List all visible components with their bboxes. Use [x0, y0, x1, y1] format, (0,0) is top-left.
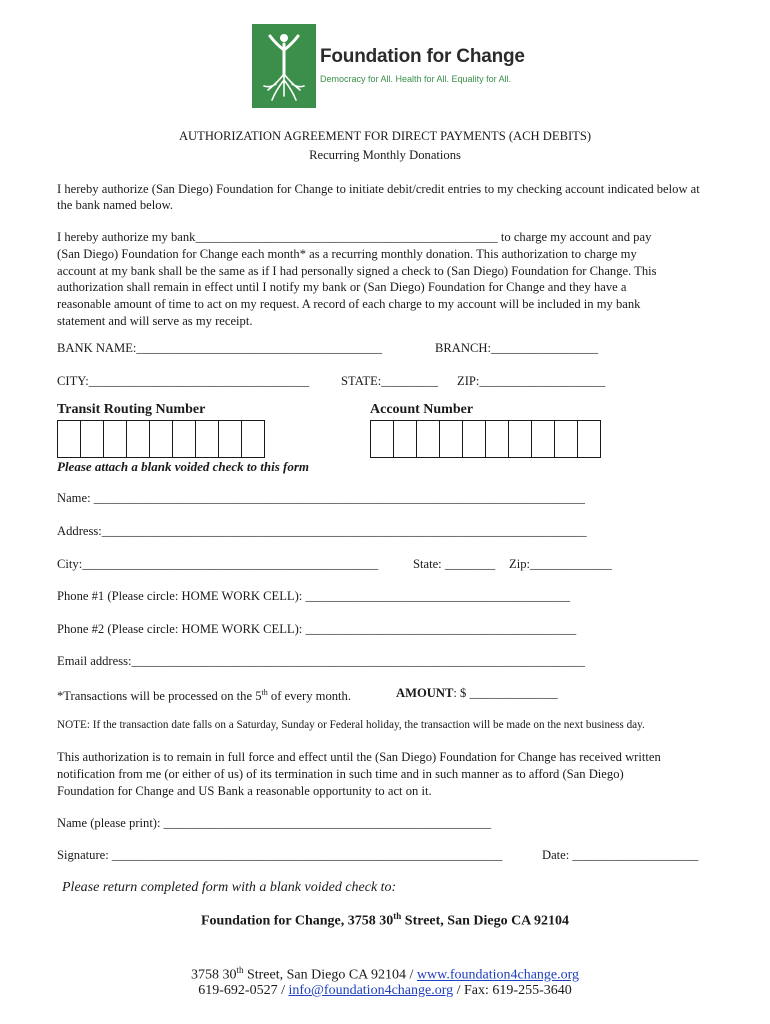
- website-link[interactable]: www.foundation4change.org: [416, 967, 580, 983]
- routing-number-label: Transit Routing Number: [57, 402, 206, 417]
- bank-name-field[interactable]: BANK NAME:_______________________________________: [57, 341, 382, 355]
- authorization-line: statement and will serve as my receipt.: [57, 313, 253, 328]
- routing-digit-box[interactable]: [57, 420, 81, 458]
- intro-paragraph: I hereby authorize (San Diego) Foundation for Change to initiate debit/credit entries to my checking account indicated below at the bank named below.: [57, 182, 700, 213]
- donor-address-field[interactable]: Address:_____________________________________________________________________________: [57, 524, 587, 538]
- transactions-sup: th: [261, 688, 268, 697]
- donor-city-field[interactable]: City:_______________________________________________: [57, 557, 379, 571]
- footer-address-sup: th: [236, 965, 244, 975]
- email-link[interactable]: info@foundation4change.org: [288, 983, 454, 998]
- routing-digit-box[interactable]: [149, 420, 173, 458]
- account-digit-box[interactable]: [462, 420, 486, 458]
- full-force-paragraph: [57, 749, 661, 799]
- authorization-line: authorization shall remain in effect until I notify my bank or (San Diego) Foundation for Change and they have a: [57, 280, 627, 295]
- authorization-line: reasonable amount of time to act on my request. A record of each charge to my account will be included in my bank: [57, 297, 641, 312]
- routing-digit-box[interactable]: [126, 420, 150, 458]
- routing-digit-box[interactable]: [80, 420, 104, 458]
- return-instruction: Please return completed form with a blank voided check to:: [62, 880, 397, 895]
- logo-tagline: Democracy for All. Health for All. Equality for All.: [320, 74, 512, 84]
- donor-name-field[interactable]: Name: ______________________________________________________________________________: [57, 491, 585, 505]
- account-digit-box[interactable]: [485, 420, 509, 458]
- full-force-line: This authorization is to remain in full force and effect until the (San Diego) Foundation for Change has received written: [57, 750, 661, 764]
- print-name-field[interactable]: Name (please print): ____________________________________________________: [57, 816, 492, 830]
- donor-zip-field[interactable]: Zip:_____________: [509, 557, 612, 571]
- full-force-line: Foundation for Change and US Bank a reasonable opportunity to act on it.: [57, 783, 432, 798]
- bank-zip-field[interactable]: ZIP:____________________: [457, 374, 606, 388]
- account-digit-box[interactable]: [393, 420, 417, 458]
- account-digit-box[interactable]: [554, 420, 578, 458]
- account-digit-box[interactable]: [416, 420, 440, 458]
- account-digit-box[interactable]: [370, 420, 394, 458]
- routing-digit-box[interactable]: [218, 420, 242, 458]
- account-digit-box[interactable]: [531, 420, 555, 458]
- transactions-text: [57, 685, 351, 705]
- return-address-sup: th: [393, 911, 402, 921]
- return-address-before: Foundation for Change, 3758 30: [200, 913, 394, 929]
- footer-address-after: Street, San Diego CA 92104 /: [243, 967, 417, 983]
- email-field[interactable]: Email address:________________________________________________________________________: [57, 654, 585, 668]
- bank-state-field[interactable]: STATE:_________: [341, 374, 438, 388]
- routing-digit-box[interactable]: [195, 420, 219, 458]
- footer-phone: 619-692-0527 /: [198, 983, 289, 998]
- footer-line-2: [0, 983, 770, 999]
- return-address-after: Street, San Diego CA 92104: [401, 913, 570, 929]
- account-digit-box[interactable]: [577, 420, 601, 458]
- footer-fax: / Fax: 619-255-3640: [453, 983, 572, 998]
- authorization-line: I hereby authorize my bank________________________________________________ to charge my account and pay: [57, 230, 652, 244]
- transactions-text-before: *Transactions will be processed on the 5: [57, 689, 262, 704]
- full-force-line: notification from me (or either of us) of its termination in such time and in such manner as to afford (San Diego): [57, 766, 624, 781]
- footer-address-before: 3758 30: [190, 967, 237, 983]
- phone1-field[interactable]: Phone #1 (Please circle: HOME WORK CELL): __________________________________________: [57, 589, 570, 603]
- holiday-note: NOTE: If the transaction date falls on a Saturday, Sunday or Federal holiday, the transaction will be made on the next business day.: [57, 719, 645, 731]
- authorization-line: account at my bank shall be the same as if I had personally signed a check to (San Diego) Foundation for Change. This: [57, 263, 657, 278]
- amount-field[interactable]: [396, 685, 558, 702]
- form-subtitle: Recurring Monthly Donations: [309, 148, 461, 162]
- amount-blank[interactable]: : $ ______________: [453, 686, 558, 700]
- account-number-label: Account Number: [370, 402, 474, 417]
- account-digit-box[interactable]: [439, 420, 463, 458]
- branch-field[interactable]: BRANCH:_________________: [435, 341, 599, 355]
- account-digit-box[interactable]: [508, 420, 532, 458]
- routing-digit-box[interactable]: [172, 420, 196, 458]
- return-address: [0, 911, 770, 930]
- attach-check-note: Please attach a blank voided check to this form: [57, 459, 310, 474]
- authorization-paragraph: [57, 229, 657, 330]
- bank-city-field[interactable]: CITY:___________________________________: [57, 374, 310, 388]
- routing-number-boxes[interactable]: [57, 420, 265, 458]
- donor-state-field[interactable]: State: ________: [413, 557, 496, 571]
- phone2-field[interactable]: Phone #2 (Please circle: HOME WORK CELL): ___________________________________________: [57, 622, 577, 636]
- routing-digit-box[interactable]: [241, 420, 265, 458]
- authorization-line: (San Diego) Foundation for Change each month* as a recurring monthly donation. This authorization to charge my: [57, 246, 637, 261]
- date-field[interactable]: Date: ____________________: [542, 848, 699, 862]
- routing-digit-box[interactable]: [103, 420, 127, 458]
- logo-org-name: Foundation for Change: [320, 46, 525, 67]
- footer-line-1: [0, 965, 770, 984]
- transactions-text-after: of every month.: [267, 689, 351, 704]
- account-number-boxes[interactable]: [370, 420, 601, 458]
- signature-field[interactable]: Signature: ______________________________________________________________: [57, 848, 503, 862]
- amount-label: AMOUNT: [396, 686, 454, 700]
- form-title: AUTHORIZATION AGREEMENT FOR DIRECT PAYMENTS (ACH DEBITS): [178, 129, 592, 143]
- tree-roots-logo-icon: [252, 24, 316, 108]
